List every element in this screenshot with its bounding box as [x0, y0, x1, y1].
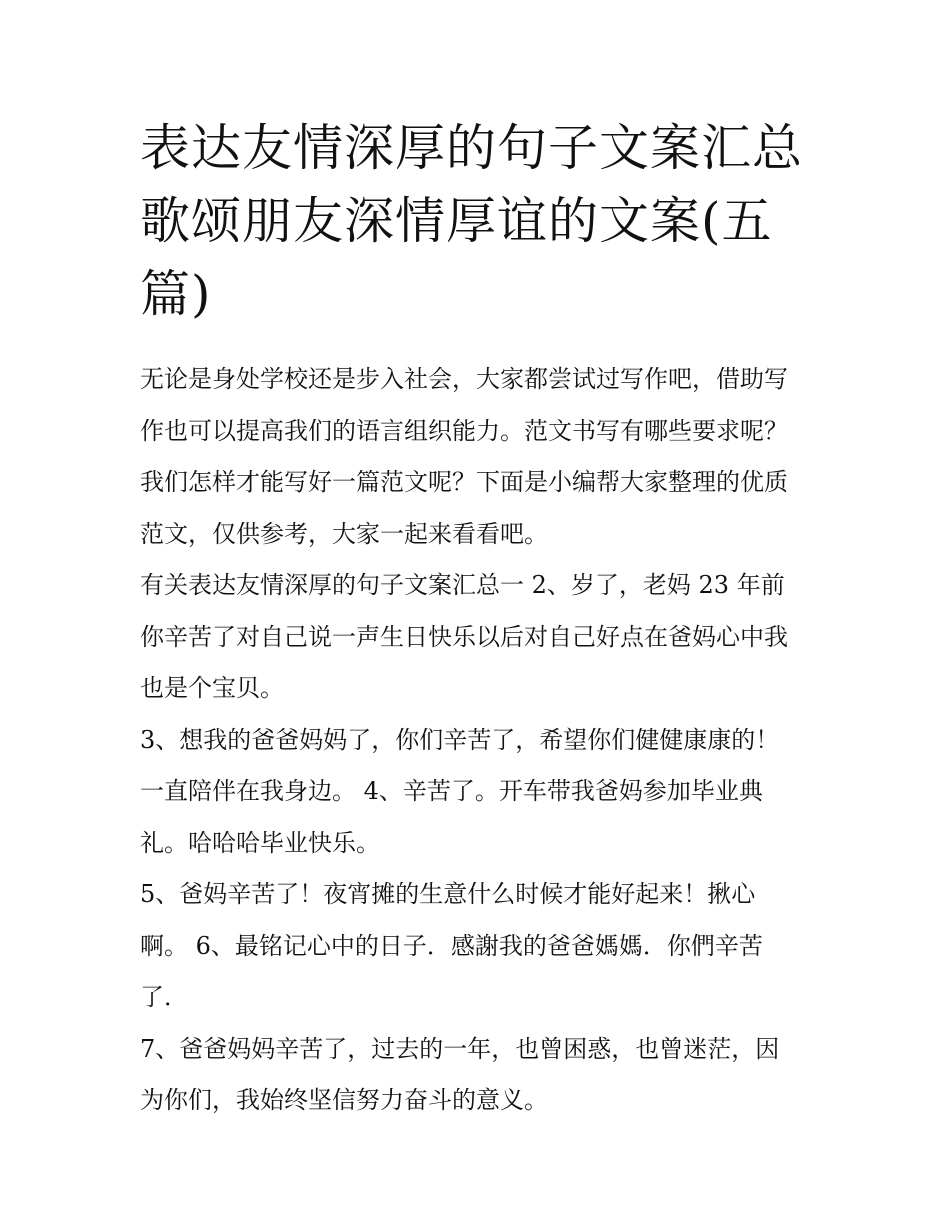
- document-body: [140, 354, 830, 1127]
- body-line: 我们怎样才能写好一篇范文呢？下面是小编帮大家整理的优质: [140, 468, 788, 496]
- body-line: 无论是身处学校还是步入社会，大家都尝试过写作吧，借助写: [140, 365, 788, 393]
- title-line: 篇): [140, 265, 212, 323]
- body-line: 范文，仅供参考，大家一起来看看吧。: [140, 519, 548, 548]
- body-line: 作也可以提高我们的语言组织能力。范文书写有哪些要求呢？: [140, 416, 788, 445]
- body-line: 一直陪伴在我身边。 4、辛苦了。开车带我爸妈参加毕业典: [140, 777, 763, 805]
- body-line: 啊。 6、最铭记心中的日子．感謝我的爸爸媽媽．你們辛苦: [140, 931, 763, 960]
- body-line: 5、爸妈辛苦了！夜宵摊的生意什么时候才能好起来！揪心: [140, 880, 756, 908]
- body-line: 有关表达友情深厚的句子文案汇总一 2、岁了，老妈 23 年前: [140, 571, 785, 599]
- body-line: 你辛苦了对自己说一声生日快乐以后对自己好点在爸妈心中我: [140, 622, 788, 651]
- body-line: 3、想我的爸爸妈妈了，你们辛苦了，希望你们健健康康的！: [140, 725, 780, 754]
- body-line: 了．: [140, 983, 188, 1011]
- body-line: 礼。哈哈哈毕业快乐。: [140, 828, 380, 857]
- body-line: 为你们，我始终坚信努力奋斗的意义。: [140, 1086, 548, 1114]
- body-line: 也是个宝贝。: [140, 674, 284, 702]
- document-title: [140, 112, 820, 331]
- title-line: 歌颂朋友深情厚谊的文案(五: [140, 192, 773, 250]
- body-line: 7、爸爸妈妈辛苦了，过去的一年，也曾困惑，也曾迷茫，因: [140, 1034, 780, 1063]
- title-line: 表达友情深厚的句子文案汇总: [140, 119, 803, 177]
